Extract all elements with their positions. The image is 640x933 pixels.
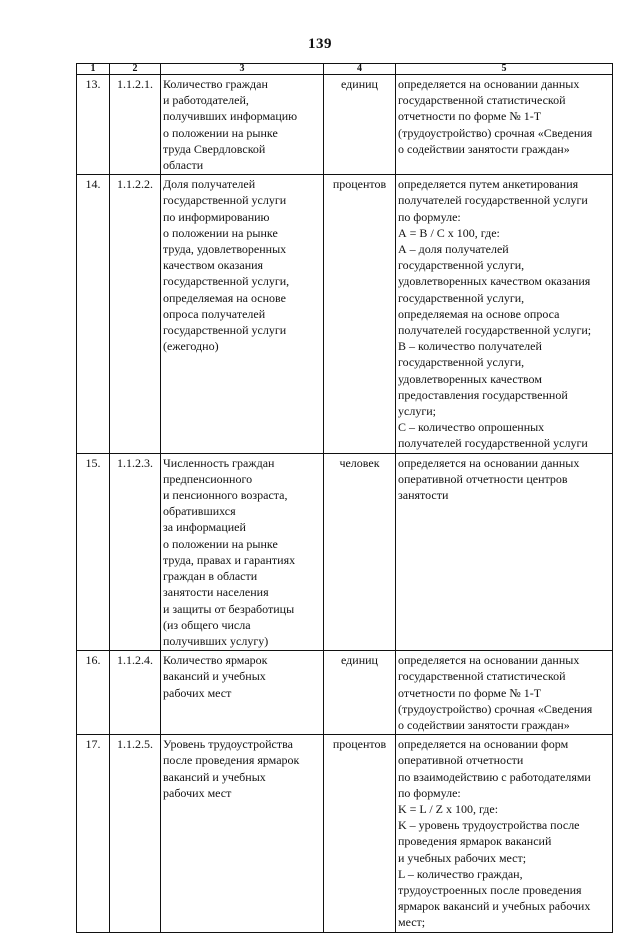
calculation-method-line: мест; xyxy=(398,915,426,930)
calculation-method xyxy=(396,453,613,650)
indicator-code: 1.1.2.2. xyxy=(110,175,161,453)
indicator-name-line: (из общего числа xyxy=(163,617,251,632)
indicator-name-line: получивших услугу) xyxy=(163,633,269,648)
table-row xyxy=(77,651,613,735)
indicator-name-line: государственной услуги, xyxy=(163,274,290,289)
calculation-method xyxy=(396,651,613,735)
calculation-method-line: С – количество опрошенных xyxy=(398,420,545,435)
calculation-method-line: (трудоустройство) срочная «Сведения xyxy=(398,701,593,716)
calculation-method-line: отчетности по форме № 1-Т xyxy=(398,109,542,124)
calculation-method-line: L – количество граждан, xyxy=(398,866,523,881)
indicator-name-line: государственной услуги xyxy=(163,193,287,208)
calculation-method-line: государственной статистической xyxy=(398,669,566,684)
calculation-method-line: оперативной отчетности центров xyxy=(398,471,568,486)
indicator-name-line: обратившихся xyxy=(163,504,236,519)
row-number: 16. xyxy=(77,651,110,735)
indicator-name-line: и защиты от безработицы xyxy=(163,601,295,616)
calculation-method-line: удовлетворенных качеством xyxy=(398,371,542,386)
indicator-name-line: Численность граждан xyxy=(163,455,275,470)
indicator-name xyxy=(161,453,324,650)
page-number: 139 xyxy=(308,36,332,52)
indicator-name-line: предпенсионного xyxy=(163,471,253,486)
calculation-method-line: определяемая на основе опроса xyxy=(398,306,560,321)
indicator-name-line: качеством оказания xyxy=(163,258,264,273)
indicator-name-line: труда, удовлетворенных xyxy=(163,242,287,257)
calculation-method-line: трудоустроенных после проведения xyxy=(398,882,582,897)
indicator-name xyxy=(161,651,324,735)
calculation-method-line: определяется на основании данных xyxy=(398,455,580,470)
row-number: 13. xyxy=(77,75,110,175)
column-header: 1 xyxy=(77,64,110,75)
indicator-name-line: опроса получателей xyxy=(163,306,266,321)
unit-of-measure: единиц xyxy=(324,75,396,175)
indicator-name-line: вакансий и учебных xyxy=(163,669,266,684)
calculation-method-line: о содействии занятости граждан» xyxy=(398,141,570,156)
indicator-name-line: Количество ярмарок xyxy=(163,653,268,668)
row-number: 14. xyxy=(77,175,110,453)
calculation-method-line: услуги; xyxy=(398,404,436,419)
indicator-name-line: и работодателей, xyxy=(163,93,249,108)
indicator-name-line: Доля получателей xyxy=(163,177,256,192)
column-header: 5 xyxy=(396,64,613,75)
calculation-method-line: определяется на основании форм xyxy=(398,737,569,752)
indicator-name-line: труда, правах и гарантиях xyxy=(163,552,296,567)
calculation-method-line: предоставления государственной xyxy=(398,387,568,402)
indicator-name-line: (ежегодно) xyxy=(163,339,219,354)
indicator-name-line: получивших информацию xyxy=(163,109,298,124)
indicator-name-line: определяемая на основе xyxy=(163,290,286,305)
indicator-name-line: после проведения ярмарок xyxy=(163,753,300,768)
indicator-name-line: по информированию xyxy=(163,209,270,224)
unit-of-measure: единиц xyxy=(324,651,396,735)
table-row xyxy=(77,75,613,175)
calculation-method-line: получателей государственной услуги xyxy=(398,193,588,208)
indicator-name xyxy=(161,175,324,453)
indicator-name-line: о положении на рынке xyxy=(163,536,278,551)
indicator-name-line: за информацией xyxy=(163,520,246,535)
calculation-method-line: получателей государственной услуги; xyxy=(398,323,592,338)
indicators-table xyxy=(76,63,613,933)
calculation-method-line: определяется на основании данных xyxy=(398,77,580,91)
indicator-name-line: Уровень трудоустройства xyxy=(163,737,293,752)
calculation-method-line: отчетности по форме № 1-Т xyxy=(398,685,542,700)
calculation-method-line: по взаимодействию с работодателями xyxy=(398,769,591,784)
calculation-method-line: занятости xyxy=(398,488,449,503)
table-row xyxy=(77,175,613,453)
table-row xyxy=(77,453,613,650)
calculation-method-line: о содействии занятости граждан» xyxy=(398,717,570,732)
indicator-name-line: граждан в области xyxy=(163,569,258,584)
indicator-name-line: вакансий и учебных xyxy=(163,769,266,784)
calculation-method-line: по формуле: xyxy=(398,785,461,800)
indicator-code: 1.1.2.5. xyxy=(110,735,161,932)
table-row xyxy=(77,735,613,932)
indicator-name xyxy=(161,735,324,932)
indicator-name-line: области xyxy=(163,158,204,173)
calculation-method-line: А – доля получателей xyxy=(398,242,509,257)
column-header: 4 xyxy=(324,64,396,75)
row-number: 17. xyxy=(77,735,110,932)
calculation-method-line: удовлетворенных качеством оказания xyxy=(398,274,591,289)
calculation-method-line: определяется путем анкетирования xyxy=(398,177,579,192)
indicator-name-line: рабочих мест xyxy=(163,685,232,700)
calculation-method-line: государственной услуги, xyxy=(398,258,525,273)
unit-of-measure: процентов xyxy=(324,175,396,453)
calculation-method-line: K – уровень трудоустройства после xyxy=(398,818,580,833)
calculation-method-line: K = L / Z х 100, где: xyxy=(398,801,499,816)
calculation-method-line: А = В / С х 100, где: xyxy=(398,225,500,240)
indicator-code: 1.1.2.4. xyxy=(110,651,161,735)
calculation-method-line: (трудоустройство) срочная «Сведения xyxy=(398,125,593,140)
indicator-name-line: занятости населения xyxy=(163,585,269,600)
table-header-row xyxy=(77,64,613,75)
calculation-method xyxy=(396,735,613,932)
calculation-method-line: проведения ярмарок вакансий xyxy=(398,834,552,849)
indicator-code: 1.1.2.3. xyxy=(110,453,161,650)
indicator-name-line: Количество граждан xyxy=(163,77,268,91)
calculation-method-line: государственной статистической xyxy=(398,93,566,108)
row-number: 15. xyxy=(77,453,110,650)
calculation-method-line: оперативной отчетности xyxy=(398,753,524,768)
calculation-method-line: по формуле: xyxy=(398,209,461,224)
calculation-method-line: государственной услуги, xyxy=(398,355,525,370)
calculation-method-line: государственной услуги, xyxy=(398,290,525,305)
indicator-name-line: и пенсионного возраста, xyxy=(163,488,288,503)
calculation-method xyxy=(396,75,613,175)
indicator-name xyxy=(161,75,324,175)
indicator-name-line: государственной услуги xyxy=(163,323,287,338)
column-header: 2 xyxy=(110,64,161,75)
column-header: 3 xyxy=(161,64,324,75)
indicator-name-line: труда Свердловской xyxy=(163,141,266,156)
unit-of-measure: процентов xyxy=(324,735,396,932)
calculation-method-line: В – количество получателей xyxy=(398,339,542,354)
calculation-method xyxy=(396,175,613,453)
calculation-method-line: получателей государственной услуги xyxy=(398,436,588,451)
calculation-method-line: и учебных рабочих мест; xyxy=(398,850,527,865)
indicator-name-line: о положении на рынке xyxy=(163,225,278,240)
indicator-name-line: рабочих мест xyxy=(163,785,232,800)
indicator-code: 1.1.2.1. xyxy=(110,75,161,175)
unit-of-measure: человек xyxy=(324,453,396,650)
calculation-method-line: ярмарок вакансий и учебных рабочих xyxy=(398,899,591,914)
calculation-method-line: определяется на основании данных xyxy=(398,653,580,668)
indicator-name-line: о положении на рынке xyxy=(163,125,278,140)
